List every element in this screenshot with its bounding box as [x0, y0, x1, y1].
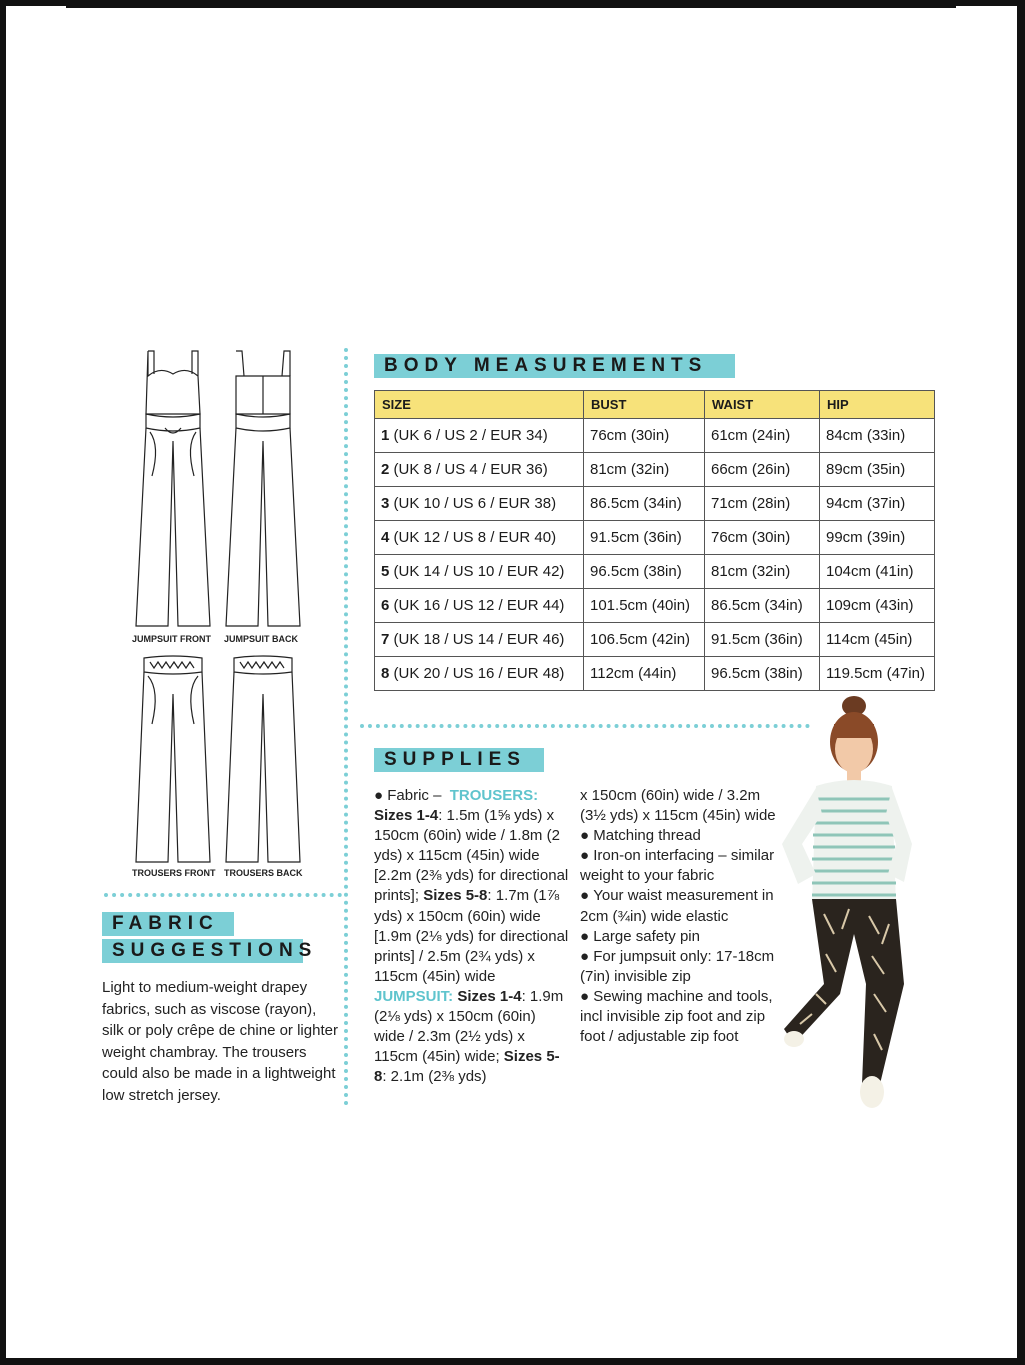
size-number: 4 [381, 529, 390, 546]
fabric-heading-line2: SUGGESTIONS [102, 939, 303, 963]
trousers-sizes-5-8-text: : 1.7m (1⅞ yds) x 150cm (60in) wide [1.9m (2⅛ yds) for directional prints] / 2.5m (2¾ yds) x 115cm (45in) wide [374, 887, 569, 985]
trousers-back-drawing [220, 654, 306, 864]
size-cell [375, 555, 584, 589]
hip-cell: 114cm (45in) [820, 623, 935, 657]
table-row [375, 589, 935, 623]
fabric-continued: x 150cm (60in) wide / 3.2m (3½ yds) x 115cm (45in) wide [580, 787, 776, 825]
header-size: SIZE [375, 391, 584, 419]
jumpsuit-label: JUMPSUIT: [374, 987, 454, 1005]
trousers-front-drawing [130, 654, 216, 864]
bullet-icon: ● [580, 927, 594, 945]
pattern-page [6, 6, 1017, 1358]
jumpsuit-front-caption: JUMPSUIT FRONT [132, 634, 212, 644]
table-row [375, 623, 935, 657]
hip-cell: 104cm (41in) [820, 555, 935, 589]
header-hip: HIP [820, 391, 935, 419]
size-number: 3 [381, 495, 390, 512]
measurements-table [374, 390, 935, 691]
list-item: ● Iron-on interfacing – similar weight to your fabric [580, 847, 775, 885]
vertical-separator [344, 348, 348, 1106]
waist-cell: 96.5cm (38in) [705, 657, 820, 691]
size-text: (UK 20 / US 16 / EUR 48) [389, 665, 565, 682]
trousers-front-caption: TROUSERS FRONT [132, 868, 216, 878]
table-row [375, 657, 935, 691]
jumpsuit-back-caption: JUMPSUIT BACK [224, 634, 299, 644]
bust-cell: 96.5cm (38in) [584, 555, 705, 589]
size-text: (UK 18 / US 14 / EUR 46) [389, 631, 565, 648]
bullet-icon: ● [580, 887, 594, 905]
waist-cell: 61cm (24in) [705, 419, 820, 453]
waist-cell: 71cm (28in) [705, 487, 820, 521]
size-number: 7 [381, 631, 390, 648]
jumpsuit-sizes-1-4-label: Sizes 1-4 [453, 987, 522, 1005]
hip-cell: 84cm (33in) [820, 419, 935, 453]
header-waist: WAIST [705, 391, 820, 419]
bullet-icon: ● [580, 947, 594, 965]
size-cell [375, 589, 584, 623]
size-number: 5 [381, 563, 390, 580]
supplies-heading: SUPPLIES [374, 748, 544, 772]
trousers-sizes-5-8-label: Sizes 5-8 [423, 887, 488, 905]
fabric-description: Light to medium-weight drapey fabrics, such as viscose (rayon), silk or poly crêpe de chine or lighter weight chambray. The trousers could also be made in a lightweight low stretch jersey. [102, 979, 338, 1104]
bust-cell: 101.5cm (40in) [584, 589, 705, 623]
table-row [375, 555, 935, 589]
size-cell [375, 487, 584, 521]
bullet-icon: ● [374, 787, 388, 804]
jumpsuit-sizes-1-4-text: : 1.9m (2⅛ yds) x 150cm (60in) wide / 2.3m (2½ yds) x 115cm (45in) wide; [374, 987, 564, 1066]
supplies-column-1 [374, 786, 570, 1087]
hip-cell: 94cm (37in) [820, 487, 935, 521]
fabric-heading-line1: FABRIC [102, 912, 234, 936]
list-item: ● Matching thread [580, 827, 701, 845]
trousers-label: TROUSERS: [449, 787, 539, 804]
list-item: ● Large safety pin [580, 927, 700, 945]
jumpsuit-back-drawing [220, 346, 306, 631]
bust-cell: 86.5cm (34in) [584, 487, 705, 521]
model-photo [754, 694, 944, 1114]
table-header-row [375, 391, 935, 419]
list-item: ● Your waist measurement in 2cm (¾in) wide elastic [580, 887, 774, 925]
hip-cell: 99cm (39in) [820, 521, 935, 555]
trousers-sizes-1-4-text: : 1.5m (1⅝ yds) x 150cm (60in) wide / 1.8m (2 yds) x 115cm (45in) wide [2.2m (2⅜ yds) for directional prints]; [374, 807, 569, 905]
waist-cell: 81cm (32in) [705, 555, 820, 589]
size-text: (UK 14 / US 10 / EUR 42) [389, 563, 565, 580]
size-cell [375, 657, 584, 691]
size-cell [375, 623, 584, 657]
bust-cell: 76cm (30in) [584, 419, 705, 453]
hip-cell: 119.5cm (47in) [820, 657, 935, 691]
jumpsuit-sizes-5-8-label: Sizes 5-8 [374, 1048, 560, 1086]
trousers-back-caption: TROUSERS BACK [224, 868, 303, 878]
size-cell [375, 419, 584, 453]
top-border [66, 6, 956, 8]
bust-cell: 91.5cm (36in) [584, 521, 705, 555]
size-number: 6 [381, 597, 390, 614]
bullet-icon: ● [580, 847, 594, 865]
bust-cell: 112cm (44in) [584, 657, 705, 691]
horizontal-separator-left [104, 893, 342, 897]
size-text: (UK 16 / US 12 / EUR 44) [389, 597, 565, 614]
hip-cell: 109cm (43in) [820, 589, 935, 623]
size-cell [375, 453, 584, 487]
horizontal-separator-right [360, 724, 810, 728]
size-cell [375, 521, 584, 555]
bullet-icon: ● [580, 987, 594, 1005]
body-measurements-heading: BODY MEASUREMENTS [374, 354, 735, 378]
waist-cell: 91.5cm (36in) [705, 623, 820, 657]
size-text: (UK 8 / US 4 / EUR 36) [389, 461, 548, 478]
fabric-prefix: Fabric – [387, 787, 446, 804]
waist-cell: 66cm (26in) [705, 453, 820, 487]
size-number: 2 [381, 461, 390, 478]
size-number: 8 [381, 665, 390, 682]
supplies-column-2 [580, 786, 780, 1047]
bust-cell: 81cm (32in) [584, 453, 705, 487]
size-text: (UK 6 / US 2 / EUR 34) [389, 427, 548, 444]
list-item: ● For jumpsuit only: 17-18cm (7in) invisible zip [580, 947, 775, 985]
waist-cell: 86.5cm (34in) [705, 589, 820, 623]
size-text: (UK 10 / US 6 / EUR 38) [389, 495, 557, 512]
hip-cell: 89cm (35in) [820, 453, 935, 487]
trousers-sizes-1-4-label: Sizes 1-4 [374, 807, 439, 825]
bust-cell: 106.5cm (42in) [584, 623, 705, 657]
waist-cell: 76cm (30in) [705, 521, 820, 555]
header-bust: BUST [584, 391, 705, 419]
table-row [375, 419, 935, 453]
bullet-icon: ● [580, 827, 594, 845]
size-number: 1 [381, 427, 390, 444]
list-item: ● Sewing machine and tools, incl invisible zip foot and zip foot / adjustable zip foot [580, 987, 773, 1046]
size-text: (UK 12 / US 8 / EUR 40) [389, 529, 557, 546]
table-row [375, 453, 935, 487]
jumpsuit-sizes-5-8-text: : 2.1m (2⅜ yds) [382, 1068, 487, 1086]
jumpsuit-front-drawing [130, 346, 216, 631]
table-row [375, 521, 935, 555]
table-row [375, 487, 935, 521]
